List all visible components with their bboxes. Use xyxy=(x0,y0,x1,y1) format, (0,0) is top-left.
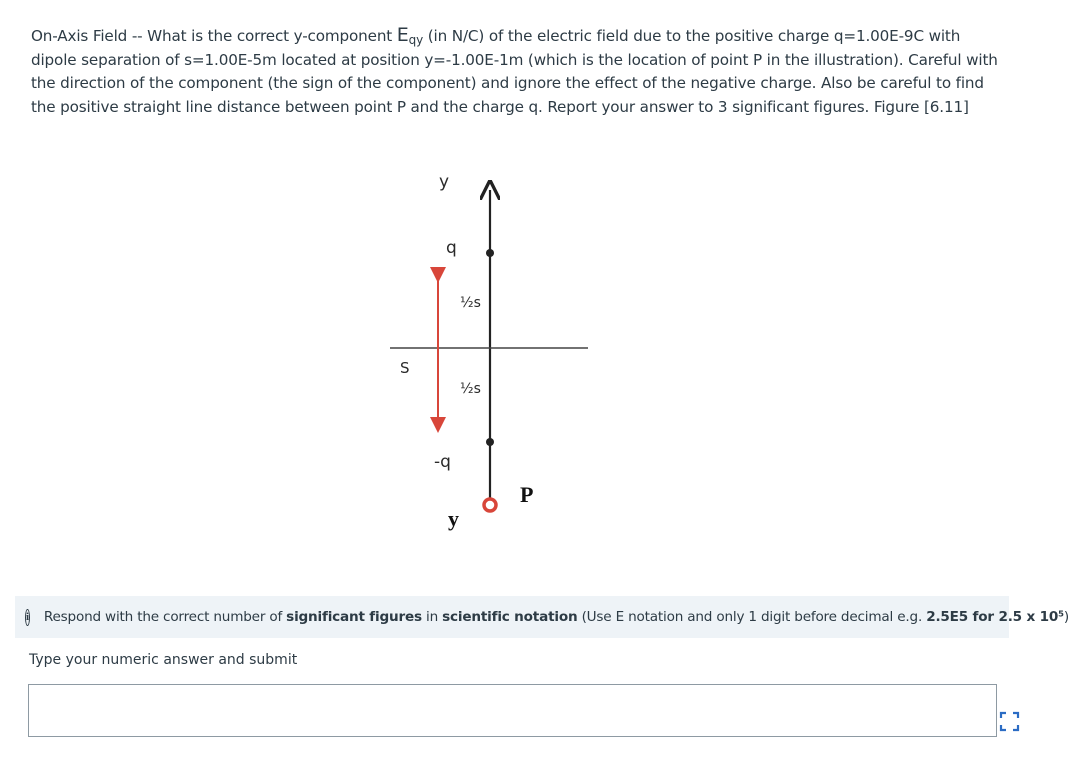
negative-charge-dot xyxy=(486,438,494,446)
neg-q-label: -q xyxy=(434,452,451,472)
point-p-marker xyxy=(484,499,496,511)
y-axis-top-label: y xyxy=(439,172,450,192)
question-part1: On-Axis Field -- What is the correct y-component xyxy=(31,27,397,45)
s-label: S xyxy=(400,359,410,377)
half-s-top-label: ½s xyxy=(460,295,481,311)
info-icon: i xyxy=(25,609,30,626)
y-axis-bottom-label: y xyxy=(448,506,459,531)
question-text xyxy=(31,24,1006,119)
instruction-text: Respond with the correct number of significant figures in scientific notation (Use E notation and only 1 digit before decimal e.g. 2.5E5 for 2.5 x 10⁵) xyxy=(43,609,1069,625)
half-s-bottom-label: ½s xyxy=(460,381,481,397)
q-label: q xyxy=(446,238,457,258)
dipole-diagram xyxy=(380,160,630,540)
p-label: P xyxy=(520,482,534,507)
answer-input[interactable] xyxy=(28,684,997,737)
answer-label: Type your numeric answer and submit xyxy=(29,652,298,668)
positive-charge-dot xyxy=(486,249,494,257)
dipole-figure xyxy=(380,160,630,540)
expand-icon[interactable] xyxy=(1000,712,1019,731)
field-symbol-subscript: qy xyxy=(408,33,424,47)
field-symbol: E xyxy=(396,24,409,46)
question-part2: (in N/C) of the electric field due to the positive charge q=1.00E-9C with dipole separation of s=1.00E-5m located at position y=-1.00E-1m (which is the location of point P in the illustration). Careful with the direction of the component (the sign of the component) and ignore the effect of the negative charge. Also be careful to find the positive straight line distance between point P and the charge q. Report your answer to 3 significant figures. Figure [6.11] xyxy=(31,27,998,116)
instruction-notice xyxy=(15,596,1069,638)
